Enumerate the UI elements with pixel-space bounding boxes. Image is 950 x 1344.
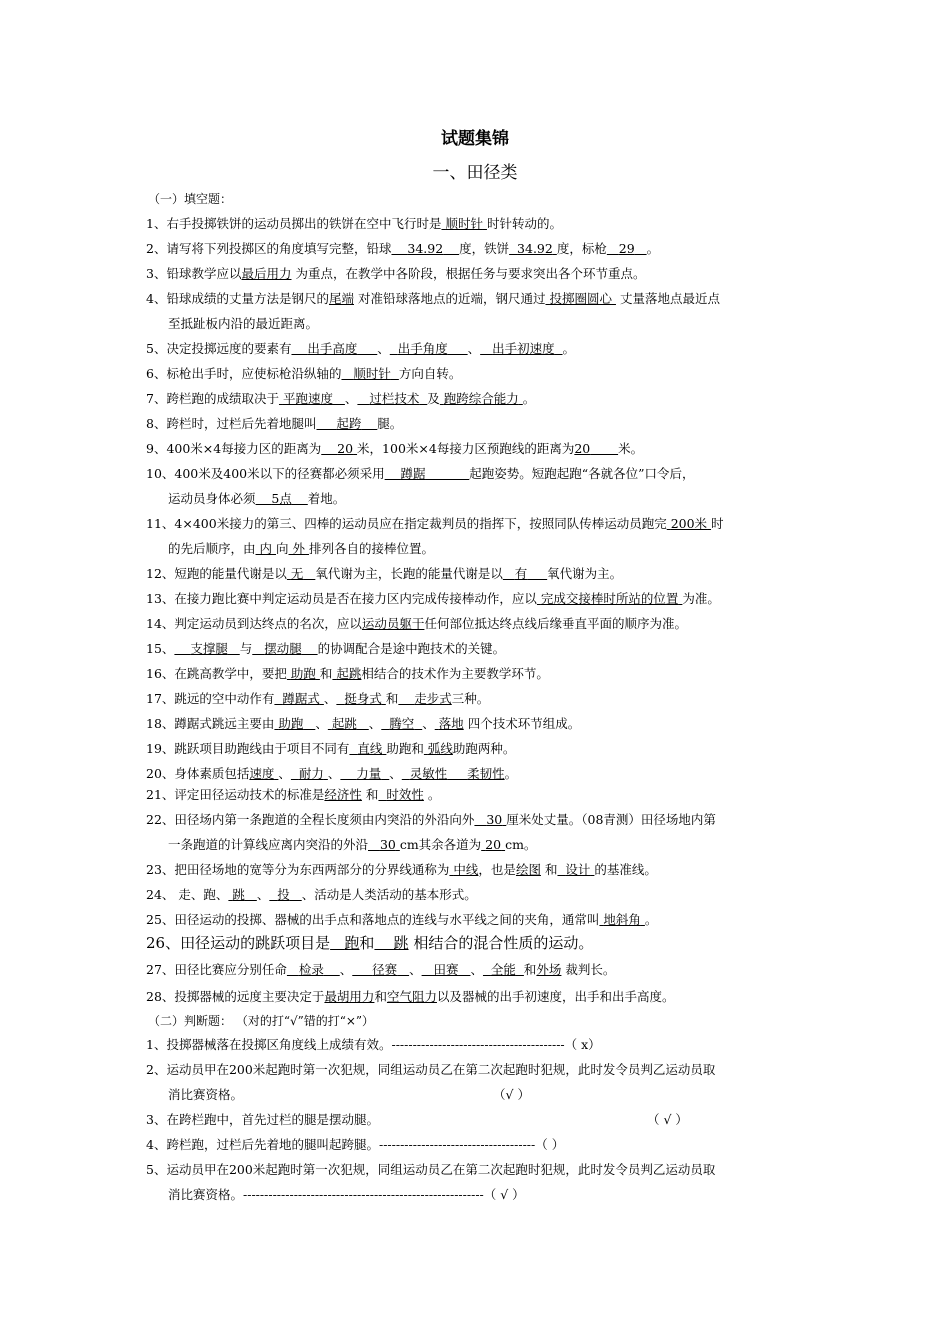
section-fill-heading: （一）填空题： — [148, 192, 233, 206]
question-28: 28、投掷器械的远度主要决定于最胡用力和空气阻力以及器械的出手初速度，出手和出手高度。 — [146, 989, 675, 1004]
question-22: 22、田径场内第一条跑道的全程长度须由内突沿的外沿向外 30 厘米处丈量。（08青测）田径场地内第 一条跑道的计算线应离内突沿的外沿 30 cm其余各道为 20 cm。 — [146, 812, 716, 852]
question-17: 17、跳远的空中动作有 蹲踞式 、 挺身式 和 走步式三种。 — [146, 691, 490, 706]
question-2: 2、请写将下列投掷区的角度填写完整，铅球 34.92 度，铁饼 34.92 度，标枪 29 。 — [146, 241, 660, 256]
question-3: 3、铅球教学应以最后用力 为重点，在教学中各阶段，根据任务与要求突出各个环节重点。 — [146, 266, 646, 281]
question-26: 26、田径运动的跳跃项目是 跑和 跳 相结合的混合性质的运动。 — [146, 934, 594, 952]
section-judge-heading: （二）判断题： （对的打“√”错的打“×”） — [148, 1014, 375, 1028]
question-15: 15、 支撑腿 与 摆动腿 的协调配合是途中跑技术的关键。 — [146, 641, 506, 656]
question-21: 21、评定田径运动技术的标准是经济性 和 时效性 。 — [146, 787, 441, 802]
judge-4: 4、跨栏跑，过栏后先着地的腿叫起跨腿。-------------------------------------（ ） — [146, 1137, 565, 1152]
question-13: 13、在接力跑比赛中判定运动员是否在接力区内完成传接棒动作，应以 完成交接棒时所站的位置 为准。 — [146, 591, 720, 606]
question-18: 18、蹲踞式跳远主要由 助跑 、 起跳 、 腾空 、 落地 四个技术环节组成。 — [146, 716, 581, 731]
judge-3: 3、在跨栏跑中，首先过栏的腿是摆动腿。 （ √ ） — [146, 1112, 688, 1127]
question-27: 27、田径比赛应分别任命 检录 、 径赛 、 田赛 、 全能 和外场 裁判长。 — [146, 962, 616, 977]
question-5: 5、决定投掷远度的要素有 出手高度 、 出手角度 、 出手初速度 。 — [146, 341, 576, 356]
judge-1: 1、投掷器械落在投掷区角度线上成绩有效。-----------------------------------------（ x） — [146, 1037, 601, 1052]
question-20: 20、身体素质包括速度 、 耐力 、 力量 、 灵敏性 柔韧性。 — [146, 766, 518, 781]
question-6: 6、标枪出手时，应使标枪沿纵轴的 顺时针 方向自转。 — [146, 366, 462, 381]
question-1: 1、右手投掷铁饼的运动员掷出的铁饼在空中飞行时是 顺时针 时针转动的。 — [146, 216, 562, 231]
question-4: 4、铅球成绩的丈量方法是钢尺的尾端 对准铅球落地点的近端，钢尺通过 投掷圈圆心 丈量落地点最近点 至抵趾板内沿的最近距离。 — [146, 291, 720, 331]
judge-5: 5、运动员甲在200米起跑时第一次犯规，同组运动员乙在第二次起跑时犯规，此时发令员判乙运动员取 消比赛资格。---------------------------------------------------------（ √ ） — [146, 1162, 716, 1202]
judge-2: 2、运动员甲在200米起跑时第一次犯规，同组运动员乙在第二次起跑时犯规，此时发令员判乙运动员取 消比赛资格。 （√ ） — [146, 1062, 716, 1102]
question-8: 8、跨栏时，过栏后先着地腿叫 起跨 腿。 — [146, 416, 403, 431]
question-11: 11、4×400米接力的第三、四棒的运动员应在指定裁判员的指挥下，按照同队传棒运动员跑完 200米 时 的先后顺序，由 内 向 外 排列各自的接棒位置。 — [146, 516, 724, 556]
question-7: 7、跨栏跑的成绩取决于 平跑速度 、 过栏技术 及 跑跨综合能力 。 — [146, 391, 536, 406]
question-9: 9、400米×4每接力区的距离为 20 米，100米×4每接力区预跑线的距离为20 米。 — [146, 441, 644, 456]
question-14: 14、判定运动员到达终点的名次，应以运动员躯干任何部位抵达终点线后缘垂直平面的顺序为准。 — [146, 616, 687, 631]
question-10: 10、400米及400米以下的径赛都必须采用 蹲踞 起跑姿势。短跑起跑“各就各位”口令后， 运动员身体必须 5点 着地。 — [146, 466, 695, 506]
question-24: 24、 走、跑、 跳 、 投 、活动是人类活动的基本形式。 — [146, 887, 477, 902]
page-title: 试题集锦 — [441, 129, 509, 149]
question-23: 23、把田径场地的宽等分为东西两部分的分界线通称为 中线，也是绘图 和 设计 的基准线。 — [146, 862, 657, 877]
question-19: 19、跳跃项目助跑线由于项目不同有 直线 助跑和 弧线助跑两种。 — [146, 741, 516, 756]
question-25: 25、田径运动的投掷、器械的出手点和落地点的连线与水平线之间的夹角，通常叫 地斜角 。 — [146, 912, 658, 927]
question-16: 16、在跳高教学中，要把 助跑 和 起跳相结合的技术作为主要教学环节。 — [146, 666, 549, 681]
page-subtitle: 一、田径类 — [432, 163, 518, 183]
question-12: 12、短跑的能量代谢是以 无 氧代谢为主，长跑的能量代谢是以 有 氧代谢为主。 — [146, 566, 623, 581]
